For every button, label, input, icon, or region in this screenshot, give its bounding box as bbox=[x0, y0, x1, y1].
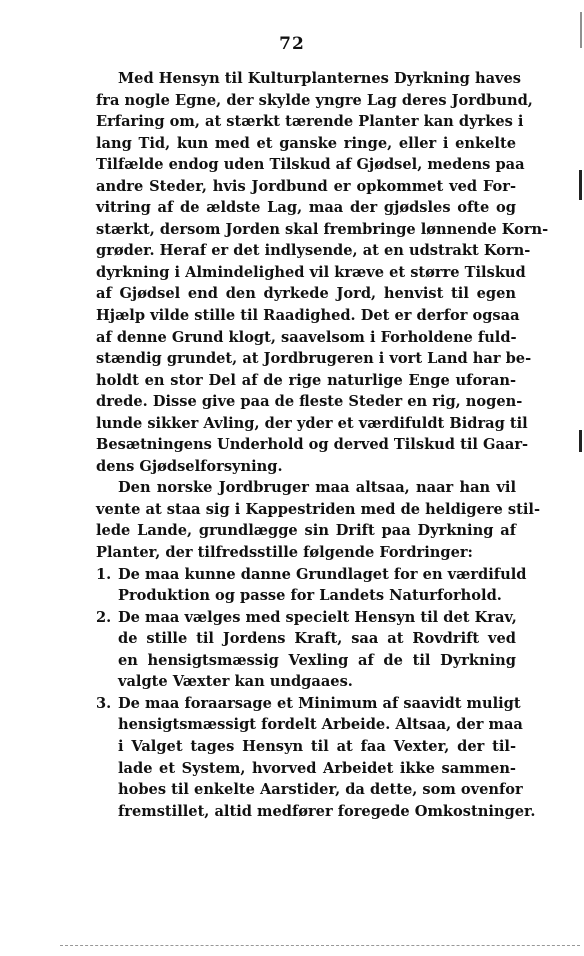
text-line: dyrkning i Almindelighed vil kræve et større Tilskud bbox=[96, 263, 526, 281]
text-line: Erfaring om, at stærkt tærende Planter kan dyrkes i bbox=[96, 113, 524, 131]
text-line: Den norske Jordbruger maa altsaa, naar han vil bbox=[118, 479, 516, 497]
list-item-text: De maa foraarsage et Minimum af saavidt muligt bbox=[118, 694, 521, 712]
text-line: Tilfælde endog uden Tilskud af Gjødsel, medens paa bbox=[96, 156, 525, 174]
text-line: grøder. Heraf er det indlysende, at en udstrakt Korn- bbox=[96, 242, 531, 260]
list-item-number: 1. bbox=[96, 565, 112, 583]
list-item-line: hensigtsmæssigt fordelt Arbeide. Altsaa, der maa bbox=[118, 716, 523, 734]
scan-edge-mark bbox=[580, 12, 582, 48]
text-line: Planter, der tilfredsstille følgende Fordringer: bbox=[96, 544, 473, 562]
scan-edge-mark bbox=[579, 430, 582, 452]
text-line: drede. Disse give paa de fleste Steder en rig, nogen- bbox=[96, 393, 523, 411]
list-item-line: de stille til Jordens Kraft, saa at Rovdrift ved bbox=[118, 630, 516, 648]
list-item-line bbox=[96, 693, 521, 715]
list-item-line: en hensigtsmæssig Vexling af de til Dyrkning bbox=[118, 651, 516, 669]
list-item-line bbox=[96, 564, 527, 586]
text-line: fra nogle Egne, der skylde yngre Lag deres Jordbund, bbox=[96, 91, 533, 109]
list-item-line: lade et System, hvorved Arbeidet ikke sammen- bbox=[118, 759, 516, 777]
body-text bbox=[96, 68, 549, 822]
list-item-line: fremstillet, altid medfører foregede Omkostninger. bbox=[118, 802, 536, 820]
text-line: andre Steder, hvis Jordbund er opkommet ved For- bbox=[96, 177, 516, 195]
text-line: lang Tid, kun med et ganske ringe, eller i enkelte bbox=[96, 134, 516, 152]
text-line: Besætningens Underhold og derved Tilskud til Gaar- bbox=[96, 436, 529, 454]
list-item-line: Produktion og passe for Landets Naturforhold. bbox=[118, 587, 502, 605]
list-item-number: 2. bbox=[96, 608, 112, 626]
text-line: dens Gjødselforsyning. bbox=[96, 457, 283, 475]
list-item bbox=[96, 564, 527, 607]
text-line: Med Hensyn til Kulturplanternes Dyrkning haves bbox=[118, 70, 522, 87]
text-line: af Gjødsel end den dyrkede Jord, henvist til egen bbox=[96, 285, 516, 303]
text-line: lede Lande, grundlægge sin Drift paa Dyrkning af bbox=[96, 522, 516, 540]
text-line: vente at staa sig i Kappestriden med de heldigere stil- bbox=[96, 500, 540, 518]
text-line: Hjælp vilde stille til Raadighed. Det er derfor ogsaa bbox=[96, 307, 520, 325]
list-item bbox=[96, 693, 536, 822]
list-item bbox=[96, 607, 516, 693]
requirements-list bbox=[96, 564, 536, 823]
scan-edge-mark bbox=[579, 170, 582, 200]
text-line: stændig grundet, at Jordbrugeren i vort Land har be- bbox=[96, 350, 532, 368]
list-item-text: De maa vælges med specielt Hensyn til det Krav, bbox=[118, 608, 517, 626]
list-item-text: De maa kunne danne Grundlaget for en værdifuld bbox=[118, 565, 527, 583]
list-item-number: 3. bbox=[96, 694, 112, 712]
list-item-line: valgte Væxter kan undgaaes. bbox=[118, 673, 353, 691]
text-line: af denne Grund klogt, saavelsom i Forholdene fuld- bbox=[96, 328, 517, 346]
text-line: holdt en stor Del af de rige naturlige Enge uforan- bbox=[96, 371, 516, 389]
text-line: vitring af de ældste Lag, maa der gjødsles ofte og bbox=[96, 199, 516, 217]
list-item-line: hobes til enkelte Aarstider, da dette, som ovenfor bbox=[118, 781, 523, 799]
page-number: 72 bbox=[279, 34, 305, 54]
scan-bottom-edge bbox=[60, 945, 580, 946]
text-line: stærkt, dersom Jorden skal frembringe lønnende Korn- bbox=[96, 220, 549, 238]
list-item-line bbox=[96, 607, 516, 629]
text-line: lunde sikker Avling, der yder et værdifuldt Bidrag til bbox=[96, 414, 528, 432]
list-item-line: i Valget tages Hensyn til at faa Vexter, der til- bbox=[118, 737, 516, 755]
